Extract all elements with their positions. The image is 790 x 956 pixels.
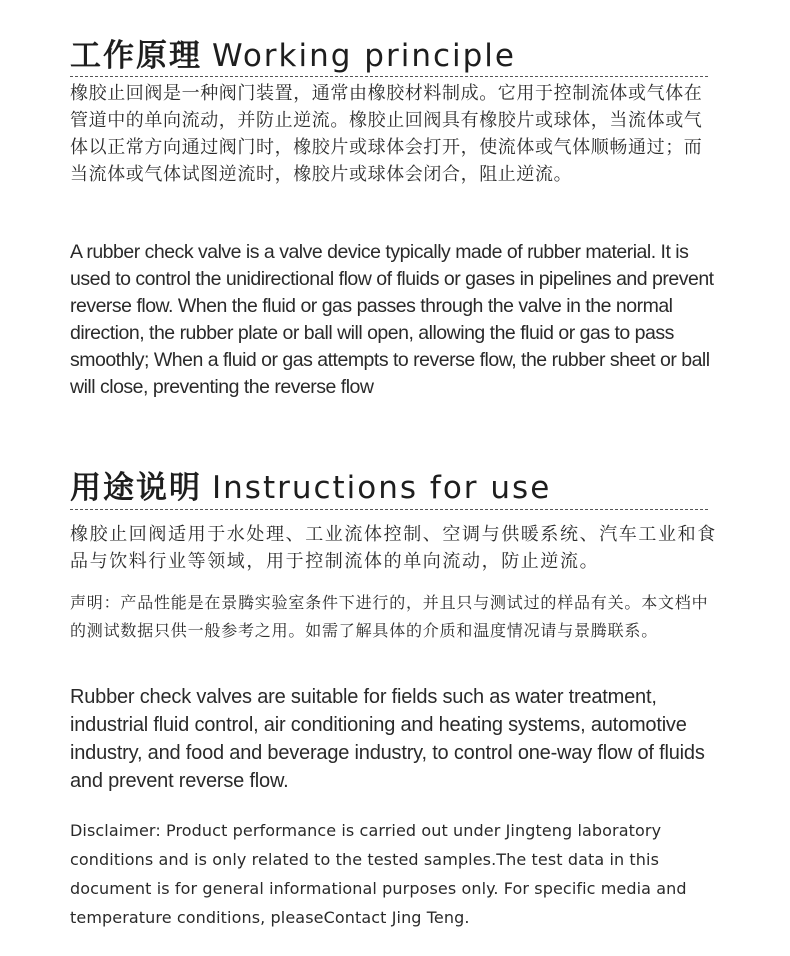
instructions-divider <box>70 509 708 510</box>
instructions-section <box>70 0 720 956</box>
working-principle-text-en: A rubber check valve is a valve device typically made of rubber material. It is used to control the unidirectional flow of fluids or gases in pipelines and prevent reverse flow. When the fluid or gas passes through the valve in the normal direction, the rubber plate or ball will open, allowing the fluid or gas to pass smoothly; When a fluid or gas attempts to reverse flow, the rubber sheet or ball will close, preventing the reverse flow <box>70 241 714 398</box>
working-principle-text-zh: 橡胶止回阀是一种阀门装置，通常由橡胶材料制成。它用于控制流体或气体在管道中的单向流动，并防止逆流。橡胶止回阀具有橡胶片或球体，当流体或气体以正常方向通过阀门时，橡胶片或球体会打开，使流体或气体顺畅通过；而当流体或气体试图逆流时，橡胶片或球体会闭合，阻止逆流。 <box>70 83 703 185</box>
instructions-heading <box>70 462 551 507</box>
disclaimer-text-zh: 声明：产品性能是在景腾实验室条件下进行的，并且只与测试过的样品有关。本文档中的测试数据只供一般参考之用。如需了解具体的介质和温度情况请与景腾联系。 <box>70 593 709 640</box>
instructions-title-en: Instructions for use <box>212 470 552 506</box>
instructions-text-zh: 橡胶止回阀适用于水处理、工业流体控制、空调与供暖系统、汽车工业和食品与饮料行业等领域，用于控制流体的单向流动，防止逆流。 <box>70 524 717 572</box>
disclaimer-text-en: Disclaimer: Product performance is carried out under Jingteng laboratory conditions and is only related to the tested samples.The test data in this document is for general informational purposes only. For specific media and temperature conditions, pleaseContact Jing Teng. <box>70 821 687 927</box>
instructions-title-zh: 用途说明 <box>70 470 202 506</box>
instructions-text-en: Rubber check valves are suitable for fields such as water treatment, industrial fluid control, air conditioning and heating systems, automotive industry, and food and beverage industry, to control one-way flow of fluids and prevent reverse flow. <box>70 686 705 792</box>
working-principle-title-zh: 工作原理 <box>70 38 202 74</box>
working-principle-title-en: Working principle <box>212 38 516 74</box>
